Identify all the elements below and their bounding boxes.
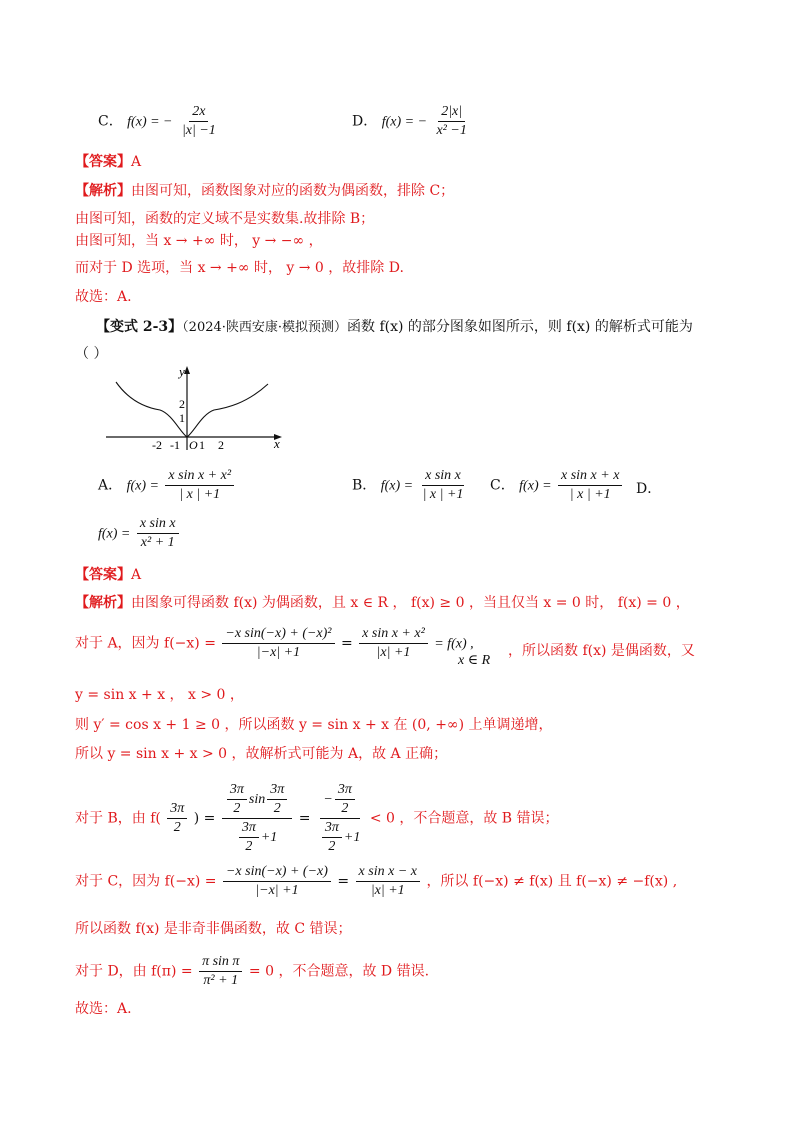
y-tick-1: 1 xyxy=(179,411,185,425)
analysis-2-l6-num-e: 2 xyxy=(273,801,281,817)
analysis-2-l6-den-1 xyxy=(234,819,280,855)
analysis-2-l9-pre: 对于 D，由 f(π) = xyxy=(75,963,193,980)
option-b xyxy=(352,468,468,503)
option-a-label: A． xyxy=(98,477,123,494)
analysis-2-l9-frac xyxy=(199,954,242,989)
option-d-numerator: x sin x xyxy=(137,516,179,534)
prev-option-c xyxy=(98,104,221,139)
analysis-2-l6-n2-a: − xyxy=(323,791,333,807)
answer-1-value: A xyxy=(131,154,142,170)
analysis-2-l7-pre: 对于 C，因为 f(−x) = xyxy=(75,873,217,890)
analysis-1-line-3: 由图可知，当 x → +∞ 时， y → −∞ ， xyxy=(75,233,323,249)
analysis-2-l2-den-1: |−x| +1 xyxy=(256,645,301,661)
question-tag: 【变式 2-3】 xyxy=(96,319,183,335)
option-b-label: B． xyxy=(352,477,377,494)
analysis-2-line-7 xyxy=(75,864,677,899)
option-c-numerator: x sin x + x xyxy=(558,468,622,486)
analysis-2-l6-num-1 xyxy=(222,782,292,819)
option-d-denominator: x² + 1 xyxy=(140,535,175,551)
analysis-2-conclusion: 故选：A. xyxy=(75,1001,132,1017)
option-d-fraction xyxy=(137,516,179,551)
option-d-label: D． xyxy=(636,481,662,497)
question-header xyxy=(96,316,693,336)
analysis-2-l6-n2-c: 2 xyxy=(341,801,349,817)
analysis-2-l6-frac-1 xyxy=(222,782,292,855)
question-text: 函数 f(x) 的部分图象如图所示，则 f(x) 的解析式可能为 xyxy=(347,319,693,335)
analysis-2-l6-num-2 xyxy=(320,782,359,819)
analysis-2-l7-post: ，所以 f(−x) ≠ f(x) 且 f(−x) ≠ −f(x) , xyxy=(426,873,678,890)
analysis-2-l2-num-2: x sin x + x² xyxy=(359,626,428,644)
prev-option-d-numerator: 2|x| xyxy=(438,104,465,122)
option-a-fraction xyxy=(165,468,234,503)
option-b-lhs: f(x) = xyxy=(380,478,414,494)
option-c-lhs: f(x) = xyxy=(519,478,552,494)
analysis-2-l7-num-2: x sin x − x xyxy=(356,864,420,882)
prev-option-d-lhs: f(x) = − xyxy=(381,114,428,130)
analysis-2-l7-den-1: |−x| +1 xyxy=(255,883,299,899)
question-source: （2024·陕西安康·模拟预测） xyxy=(182,320,348,335)
analysis-2-text-1: 由图象可得函数 f(x) 为偶函数，且 x ∈ R ， f(x) ≥ 0 ，当且仅当 x = 0 时， f(x) = 0 ， xyxy=(131,595,690,611)
x-tick-neg1: -1 xyxy=(170,438,180,452)
analysis-2-l6-n2-b: 3π xyxy=(335,782,355,800)
analysis-1-conclusion: 故选：A. xyxy=(75,289,132,305)
analysis-2-l6-post: < 0 ，不合题意，故 B 错误； xyxy=(369,810,559,827)
x-axis-label: x xyxy=(274,436,280,451)
y-axis-label: y xyxy=(179,364,185,379)
analysis-1-text-1: 由图可知，函数图象对应的函数为偶函数，排除 C； xyxy=(131,183,455,199)
analysis-2-l6-den-b: 2 xyxy=(245,839,253,855)
option-d xyxy=(98,516,181,551)
analysis-2-line-5: 所以 y = sin x + x > 0 ，故解析式可能为 A，故 A 正确； xyxy=(75,746,448,762)
x-tick-neg2: -2 xyxy=(152,438,162,452)
analysis-2-l6-arg-num: 3π xyxy=(167,801,187,819)
prev-option-d-fraction xyxy=(433,104,469,139)
analysis-2-l7-num-1: −x sin(−x) + (−x) xyxy=(223,864,331,882)
x-tick-2: 2 xyxy=(218,438,224,452)
analysis-1-tag: 【解析】 xyxy=(75,183,131,199)
analysis-2-l6-d2-a: 3π xyxy=(322,820,342,838)
prev-option-d-denominator: x² −1 xyxy=(436,123,467,139)
analysis-2-l9-den: π² + 1 xyxy=(203,973,239,989)
analysis-2-l6-frac-2 xyxy=(317,782,363,855)
analysis-2-l2-num-1: −x sin(−x) + (−x)² xyxy=(222,626,334,644)
analysis-2-line-6 xyxy=(75,782,559,855)
analysis-2-l6-mid: ) = xyxy=(193,810,216,827)
analysis-2-l7-eq: = xyxy=(337,873,350,890)
answer-1 xyxy=(75,151,141,171)
analysis-2-l6-d2-c: +1 xyxy=(343,830,361,845)
analysis-1-line-4: 而对于 D 选项，当 x → +∞ 时， y → 0 ，故排除 D. xyxy=(75,260,404,276)
analysis-2-l2-domain: x ∈ R xyxy=(458,653,491,668)
option-a xyxy=(98,468,236,503)
analysis-1-line-1 xyxy=(75,180,454,200)
analysis-1-line-2: 由图可知，函数的定义域不是实数集.故排除 B； xyxy=(75,211,375,227)
analysis-2-l6-num-1a xyxy=(227,782,247,817)
analysis-2-line-9 xyxy=(75,954,429,989)
analysis-2-l6-arg xyxy=(167,801,187,836)
option-a-denominator: | x | +1 xyxy=(179,487,221,503)
analysis-2-l6-den-a: 3π xyxy=(239,820,259,838)
option-c xyxy=(490,468,624,503)
prev-option-c-denominator: |x| −1 xyxy=(181,123,216,139)
analysis-2-l6-den-2 xyxy=(317,819,363,855)
analysis-2-l7-frac-2 xyxy=(356,864,420,899)
analysis-2-l2-tail: ，所以函数 f(x) 是偶函数，又 xyxy=(508,643,695,659)
analysis-2-l2-pre: 对于 A，因为 f(−x) = xyxy=(75,635,216,652)
prev-option-c-lhs: f(x) = − xyxy=(127,114,173,130)
analysis-2-line-3: y = sin x + x ， x > 0 ， xyxy=(75,687,244,703)
answer-2-value: A xyxy=(131,567,142,583)
analysis-2-line-1 xyxy=(75,592,690,612)
prev-option-c-label: C． xyxy=(98,113,123,130)
option-a-lhs: f(x) = xyxy=(126,478,159,494)
analysis-2-l6-d2-b: 2 xyxy=(328,839,336,855)
question-paren: （ ） xyxy=(75,346,108,362)
analysis-2-l6-den-c: +1 xyxy=(260,830,278,845)
y-tick-2: 2 xyxy=(179,397,185,411)
analysis-2-l2-post: = f(x) , xyxy=(434,636,474,652)
analysis-2-l6-num-a: 3π xyxy=(227,782,247,800)
analysis-2-l6-den-1a xyxy=(239,820,259,855)
option-b-denominator: | x | +1 xyxy=(422,487,464,503)
analysis-2-l2-eq: = xyxy=(340,635,353,652)
prev-option-c-numerator: 2x xyxy=(189,104,208,122)
analysis-2-l6-num-b: 2 xyxy=(233,801,241,817)
option-d-lhs: f(x) = xyxy=(98,526,131,542)
analysis-2-tag: 【解析】 xyxy=(75,595,131,611)
option-b-fraction xyxy=(420,468,467,503)
analysis-2-l6-arg-den: 2 xyxy=(173,820,181,836)
analysis-2-l9-post: = 0 ，不合题意，故 D 错误. xyxy=(248,963,430,980)
origin-label: O xyxy=(189,438,198,452)
analysis-2-l6-pre: 对于 B，由 f( xyxy=(75,810,161,827)
analysis-2-line-8: 所以函数 f(x) 是非奇非偶函数，故 C 错误； xyxy=(75,921,352,937)
analysis-2-l2-frac-1 xyxy=(222,626,334,661)
option-c-label: C． xyxy=(490,477,515,494)
analysis-2-l9-num: π sin π xyxy=(199,954,242,972)
x-tick-1: 1 xyxy=(199,438,205,452)
analysis-2-line-2 xyxy=(75,626,474,661)
answer-2-tag: 【答案】 xyxy=(75,567,131,583)
function-graph xyxy=(100,360,290,452)
prev-option-d-label: D． xyxy=(352,113,378,130)
analysis-2-l2-frac-2 xyxy=(359,626,428,661)
analysis-2-l6-eq: = xyxy=(298,810,311,827)
prev-option-c-fraction xyxy=(179,104,219,139)
analysis-2-l7-frac-1 xyxy=(223,864,331,899)
option-c-fraction xyxy=(558,468,622,503)
y-axis-arrow xyxy=(184,366,190,374)
option-a-numerator: x sin x + x² xyxy=(165,468,234,486)
option-c-denominator: | x | +1 xyxy=(569,487,611,503)
analysis-2-l6-d2-frac xyxy=(322,820,342,855)
answer-1-tag: 【答案】 xyxy=(75,154,131,170)
analysis-2-l6-n2-frac xyxy=(335,782,355,817)
option-b-numerator: x sin x xyxy=(422,468,464,486)
analysis-2-line-4: 则 y′ = cos x + 1 ≥ 0 ，所以函数 y = sin x + x 在 (0, +∞) 上单调递增， xyxy=(75,717,553,733)
answer-2 xyxy=(75,564,141,584)
analysis-2-l6-num-c: sin xyxy=(248,791,266,807)
function-curve xyxy=(116,382,268,437)
analysis-2-l6-num-1b xyxy=(267,782,287,817)
prev-option-d xyxy=(352,104,472,139)
analysis-2-l7-den-2: |x| +1 xyxy=(370,883,405,899)
analysis-2-l2-den-2: |x| +1 xyxy=(376,645,411,661)
analysis-2-l6-num-d: 3π xyxy=(267,782,287,800)
